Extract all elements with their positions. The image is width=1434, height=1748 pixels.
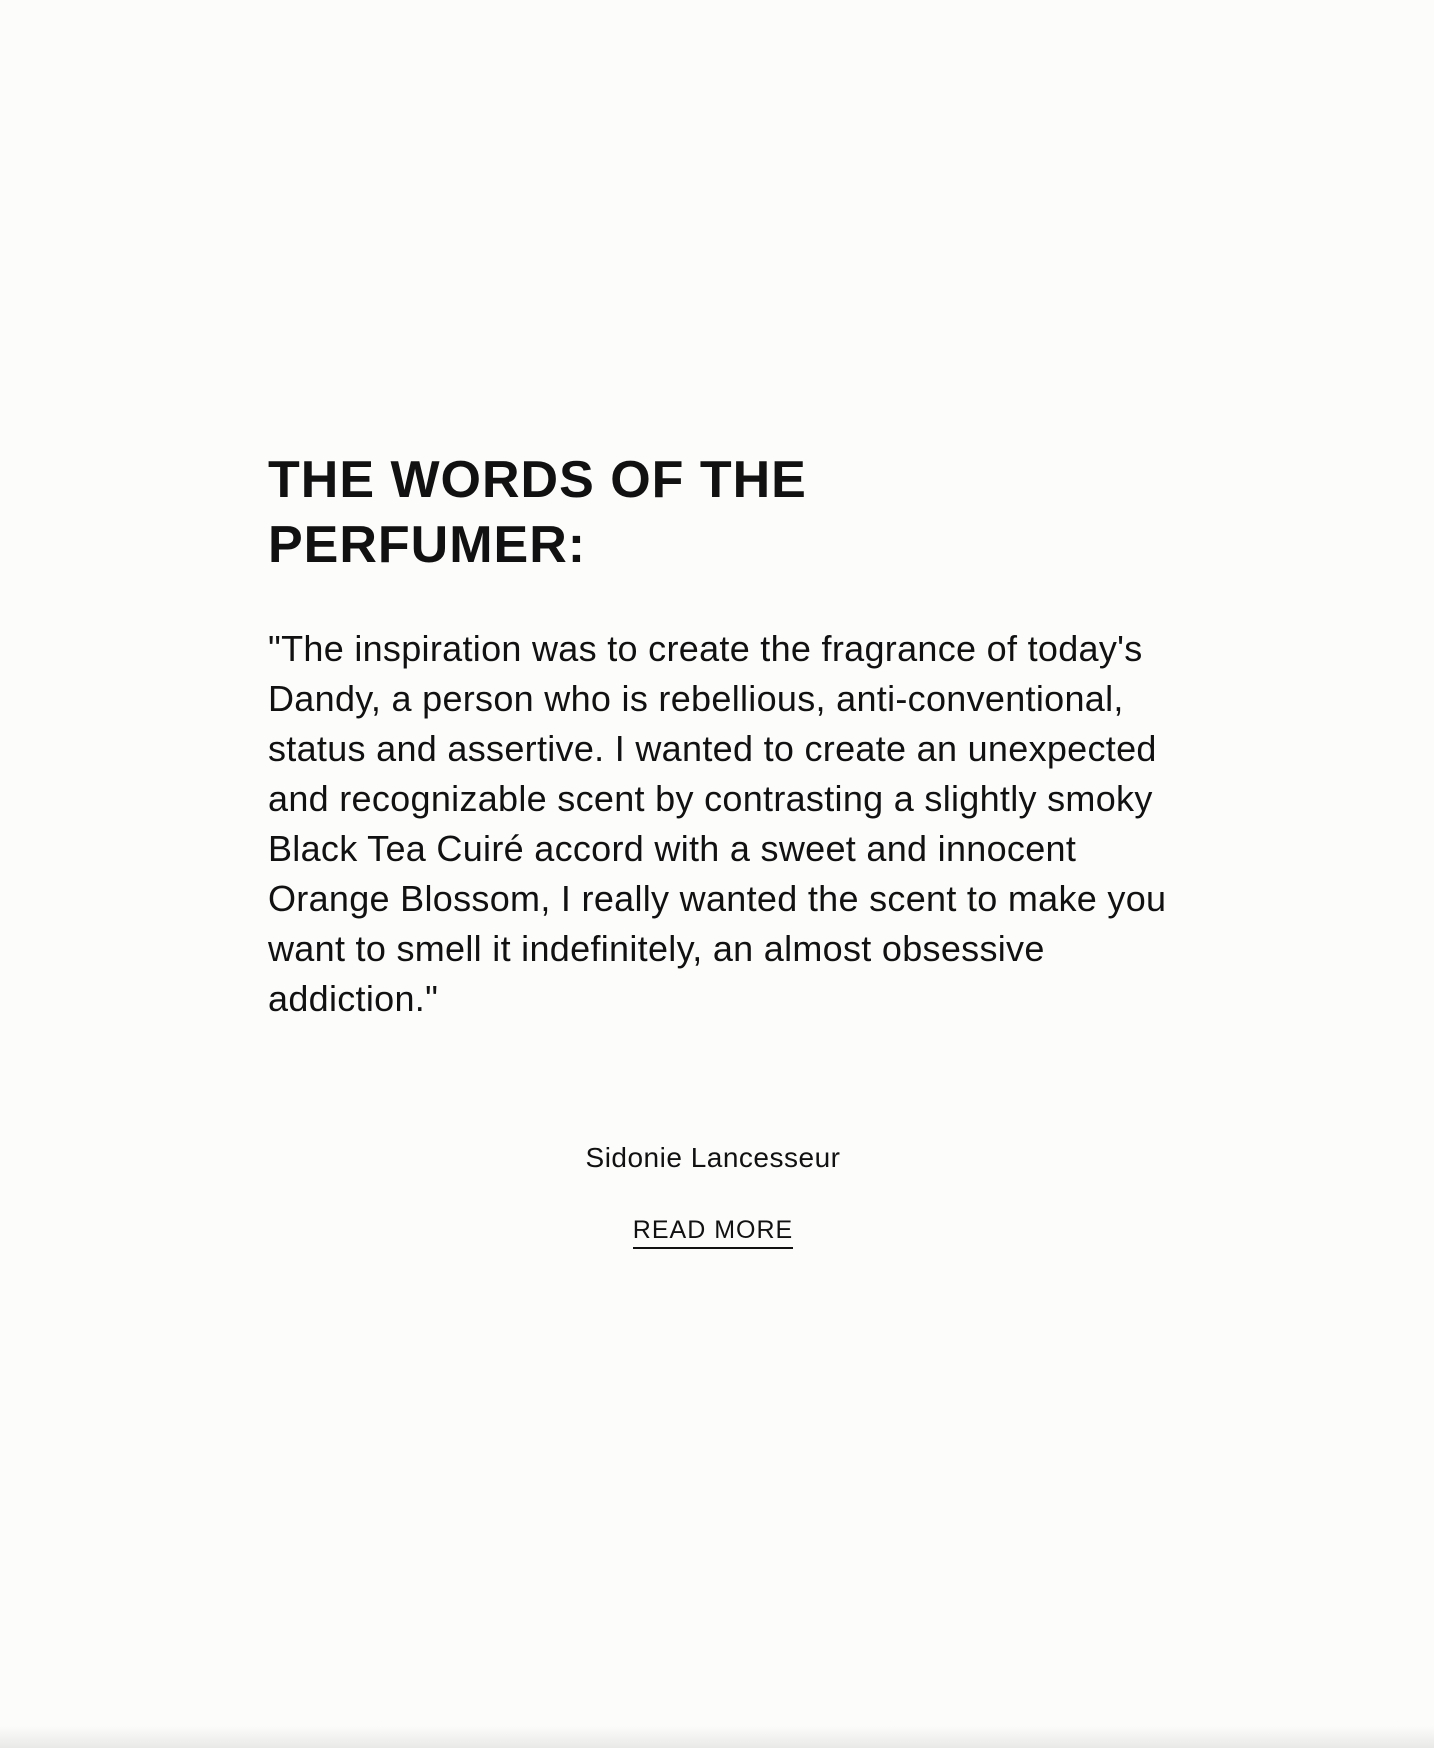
perfumer-name: Sidonie Lancesseur (585, 1142, 841, 1173)
bottom-edge-shadow (0, 1726, 1434, 1748)
read-more-link[interactable]: READ MORE (633, 1214, 793, 1249)
section-title: THE WORDS OF THE PERFUMER: (268, 451, 807, 574)
read-more-container (268, 1214, 1158, 1249)
perfumer-quote: "The inspiration was to create the fragrance of today's Dandy, a person who is rebellious, anti-conventional, status and assertive. I wanted to create an unexpected and recognizable scent by contrasting a slightly smoky Black Tea Cuiré accord with a sweet and innocent Orange Blossom, I really wanted the scent to make you want to smell it indefinitely, an almost obsessive addiction." (268, 628, 1167, 1019)
perfumer-words-section (268, 448, 1168, 1024)
